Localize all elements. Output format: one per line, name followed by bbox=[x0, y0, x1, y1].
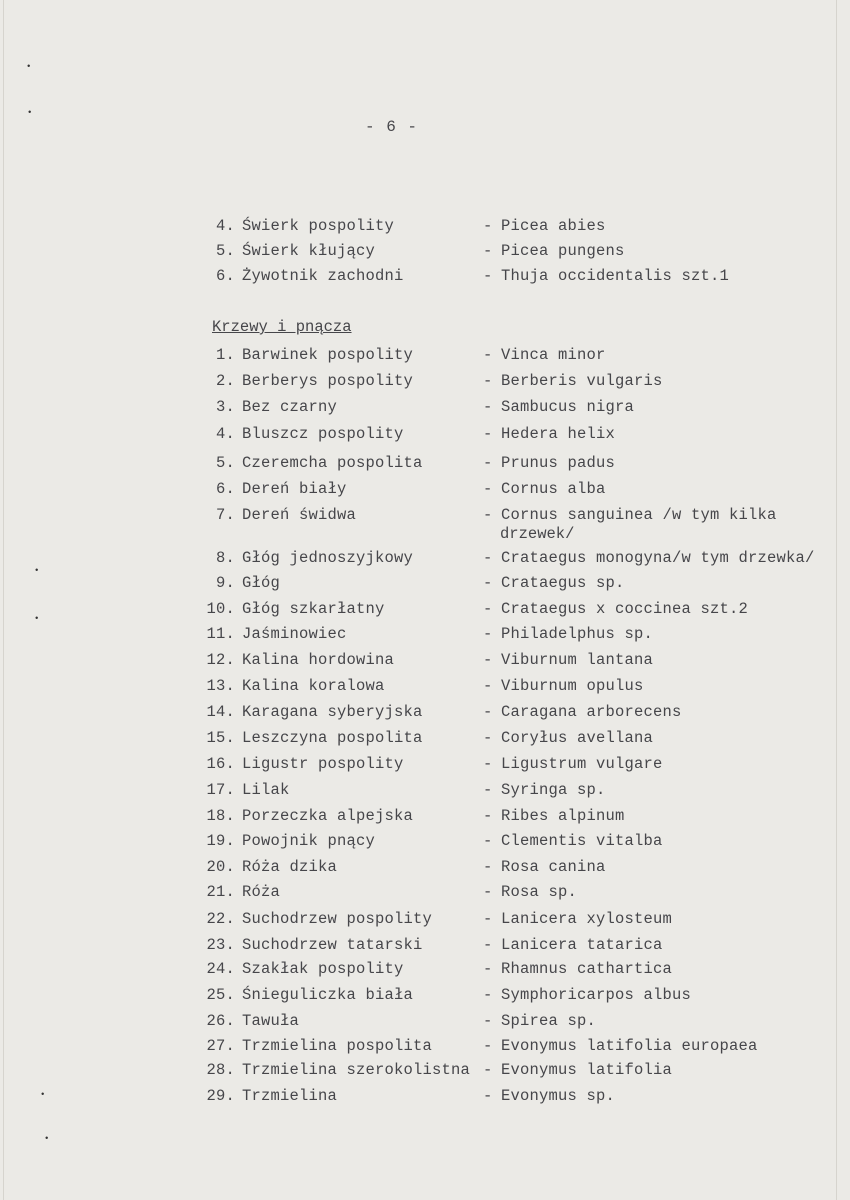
latin-name: - Thuja occidentalis szt.1 bbox=[483, 267, 730, 285]
list-item bbox=[197, 395, 837, 419]
list-item bbox=[197, 752, 837, 776]
margin-mark: • bbox=[27, 108, 33, 118]
item-number: 4. bbox=[215, 425, 235, 443]
item-number: 10. bbox=[206, 600, 235, 618]
latin-name: - Picea abies bbox=[483, 217, 606, 235]
item-number: 20. bbox=[206, 858, 235, 876]
latin-name: - Berberis vulgaris bbox=[483, 372, 663, 390]
item-number: 24. bbox=[206, 960, 235, 978]
latin-name: - Prunus padus bbox=[483, 454, 616, 472]
list-item bbox=[197, 369, 837, 393]
item-number: 5. bbox=[215, 242, 235, 260]
section-heading: Krzewy i pnącza bbox=[212, 318, 352, 336]
list-item bbox=[197, 239, 837, 263]
latin-name: - Crataegus monogyna/w tym drzewka/ bbox=[483, 549, 815, 567]
list-item bbox=[197, 477, 837, 501]
polish-name: Żywotnik zachodni bbox=[242, 267, 404, 285]
list-item bbox=[197, 726, 837, 750]
latin-name: - Clementis vitalba bbox=[483, 832, 663, 850]
polish-name: Trzmielina pospolita bbox=[242, 1037, 433, 1055]
latin-name: - Rosa canina bbox=[483, 858, 606, 876]
latin-name: - Evonymus latifolia europaea bbox=[483, 1037, 758, 1055]
item-number: 23. bbox=[206, 936, 235, 954]
polish-name: Barwinek pospolity bbox=[242, 346, 414, 364]
latin-name: - Syringa sp. bbox=[483, 781, 606, 799]
item-number: 12. bbox=[206, 651, 235, 669]
item-number: 11. bbox=[206, 625, 235, 643]
latin-name: - Sambucus nigra bbox=[483, 398, 635, 416]
latin-name: - Evonymus sp. bbox=[483, 1087, 616, 1105]
item-number: 7. bbox=[215, 506, 235, 524]
left-page-edge bbox=[3, 0, 4, 1200]
list-item bbox=[197, 546, 837, 570]
polish-name: Ligustr pospolity bbox=[242, 755, 404, 773]
latin-name: - Spirea sp. bbox=[483, 1012, 597, 1030]
item-number: 15. bbox=[206, 729, 235, 747]
item-number: 13. bbox=[206, 677, 235, 695]
item-number: 4. bbox=[215, 217, 235, 235]
list-item bbox=[197, 855, 837, 879]
polish-name: Suchodrzew tatarski bbox=[242, 936, 423, 954]
polish-name: Świerk pospolity bbox=[242, 217, 395, 235]
item-number: 18. bbox=[206, 807, 235, 825]
list-item bbox=[197, 648, 837, 672]
list-item bbox=[197, 674, 837, 698]
item-number: 6. bbox=[215, 267, 235, 285]
list-item bbox=[197, 1034, 837, 1058]
list-item bbox=[197, 343, 837, 367]
latin-name: - Lanicera xylosteum bbox=[483, 910, 673, 928]
item-number: 5. bbox=[215, 454, 235, 472]
latin-name: - Cornus alba bbox=[483, 480, 606, 498]
latin-name: - Symphoricarpos albus bbox=[483, 986, 692, 1004]
list-item bbox=[197, 880, 837, 904]
list-item bbox=[197, 1058, 837, 1082]
margin-mark: • bbox=[34, 566, 40, 576]
latin-name: - Rosa sp. bbox=[483, 883, 578, 901]
item-number: 6. bbox=[215, 480, 235, 498]
latin-name: - Vinca minor bbox=[483, 346, 606, 364]
list-item bbox=[197, 907, 837, 931]
margin-mark: • bbox=[44, 1134, 50, 1144]
list-item bbox=[197, 700, 837, 724]
polish-name: Tawuła bbox=[242, 1012, 300, 1030]
polish-name: Porzeczka alpejska bbox=[242, 807, 414, 825]
list-item bbox=[197, 214, 837, 238]
polish-name: Bluszcz pospolity bbox=[242, 425, 404, 443]
list-item bbox=[197, 422, 837, 446]
polish-name: Powojnik pnący bbox=[242, 832, 376, 850]
latin-name: - Viburnum lantana bbox=[483, 651, 654, 669]
polish-name: Karagana syberyjska bbox=[242, 703, 423, 721]
item-number: 1. bbox=[215, 346, 235, 364]
polish-name: Trzmielina bbox=[242, 1087, 338, 1105]
item-number: 16. bbox=[206, 755, 235, 773]
item-number: 3. bbox=[215, 398, 235, 416]
polish-name: Kalina koralowa bbox=[242, 677, 385, 695]
item-number: 19. bbox=[206, 832, 235, 850]
item-number: 14. bbox=[206, 703, 235, 721]
list-item bbox=[197, 829, 837, 853]
item-number: 8. bbox=[215, 549, 235, 567]
list-item bbox=[197, 1084, 837, 1108]
latin-name: - Ribes alpinum bbox=[483, 807, 625, 825]
margin-mark: • bbox=[26, 62, 32, 72]
latin-name: - Evonymus latifolia bbox=[483, 1061, 673, 1079]
list-item bbox=[197, 804, 837, 828]
item-number: 2. bbox=[215, 372, 235, 390]
latin-name: - Caragana arborecens bbox=[483, 703, 682, 721]
page-number: - 6 - bbox=[365, 118, 419, 136]
item-number: 9. bbox=[215, 574, 235, 592]
polish-name: Lilak bbox=[242, 781, 290, 799]
latin-name: - Lanicera tatarica bbox=[483, 936, 663, 954]
latin-name: - Philadelphus sp. bbox=[483, 625, 654, 643]
list-item bbox=[197, 933, 837, 957]
polish-name: Trzmielina szerokolistna bbox=[242, 1061, 471, 1079]
polish-name: Szakłak pospolity bbox=[242, 960, 404, 978]
polish-name: Głóg jednoszyjkowy bbox=[242, 549, 414, 567]
list-item bbox=[197, 983, 837, 1007]
polish-name: Leszczyna pospolita bbox=[242, 729, 423, 747]
list-item bbox=[197, 1009, 837, 1033]
polish-name: Głóg bbox=[242, 574, 281, 592]
list-item bbox=[197, 571, 837, 595]
item-number: 28. bbox=[206, 1061, 235, 1079]
list-item bbox=[197, 957, 837, 981]
polish-name: Głóg szkarłatny bbox=[242, 600, 385, 618]
latin-name: - Coryłus avellana bbox=[483, 729, 654, 747]
polish-name: Dereń świdwa bbox=[242, 506, 357, 524]
latin-name: - Picea pungens bbox=[483, 242, 625, 260]
list-item bbox=[197, 597, 837, 621]
list-item bbox=[197, 778, 837, 802]
polish-name: Kalina hordowina bbox=[242, 651, 395, 669]
margin-mark: • bbox=[34, 614, 40, 624]
latin-name-continuation: drzewek/ bbox=[500, 525, 575, 543]
latin-name: - Hedera helix bbox=[483, 425, 616, 443]
latin-name: - Crataegus x coccinea szt.2 bbox=[483, 600, 749, 618]
polish-name: Róża bbox=[242, 883, 281, 901]
margin-mark: • bbox=[40, 1090, 46, 1100]
list-item bbox=[197, 622, 837, 646]
latin-name: - Rhamnus cathartica bbox=[483, 960, 673, 978]
item-number: 27. bbox=[206, 1037, 235, 1055]
item-number: 26. bbox=[206, 1012, 235, 1030]
item-number: 25. bbox=[206, 986, 235, 1004]
list-item bbox=[197, 264, 837, 288]
latin-name: - Cornus sanguinea /w tym kilka bbox=[483, 506, 777, 524]
polish-name: Świerk kłujący bbox=[242, 242, 376, 260]
polish-name: Jaśminowiec bbox=[242, 625, 347, 643]
polish-name: Berberys pospolity bbox=[242, 372, 414, 390]
latin-name: - Viburnum opulus bbox=[483, 677, 644, 695]
polish-name: Czeremcha pospolita bbox=[242, 454, 423, 472]
polish-name: Bez czarny bbox=[242, 398, 338, 416]
polish-name: Róża dzika bbox=[242, 858, 338, 876]
polish-name: Suchodrzew pospolity bbox=[242, 910, 433, 928]
item-number: 29. bbox=[206, 1087, 235, 1105]
latin-name: - Ligustrum vulgare bbox=[483, 755, 663, 773]
item-number: 22. bbox=[206, 910, 235, 928]
list-item bbox=[197, 451, 837, 475]
item-number: 17. bbox=[206, 781, 235, 799]
item-number: 21. bbox=[206, 883, 235, 901]
polish-name: Śnieguliczka biała bbox=[242, 986, 414, 1004]
latin-name: - Crataegus sp. bbox=[483, 574, 625, 592]
polish-name: Dereń biały bbox=[242, 480, 347, 498]
